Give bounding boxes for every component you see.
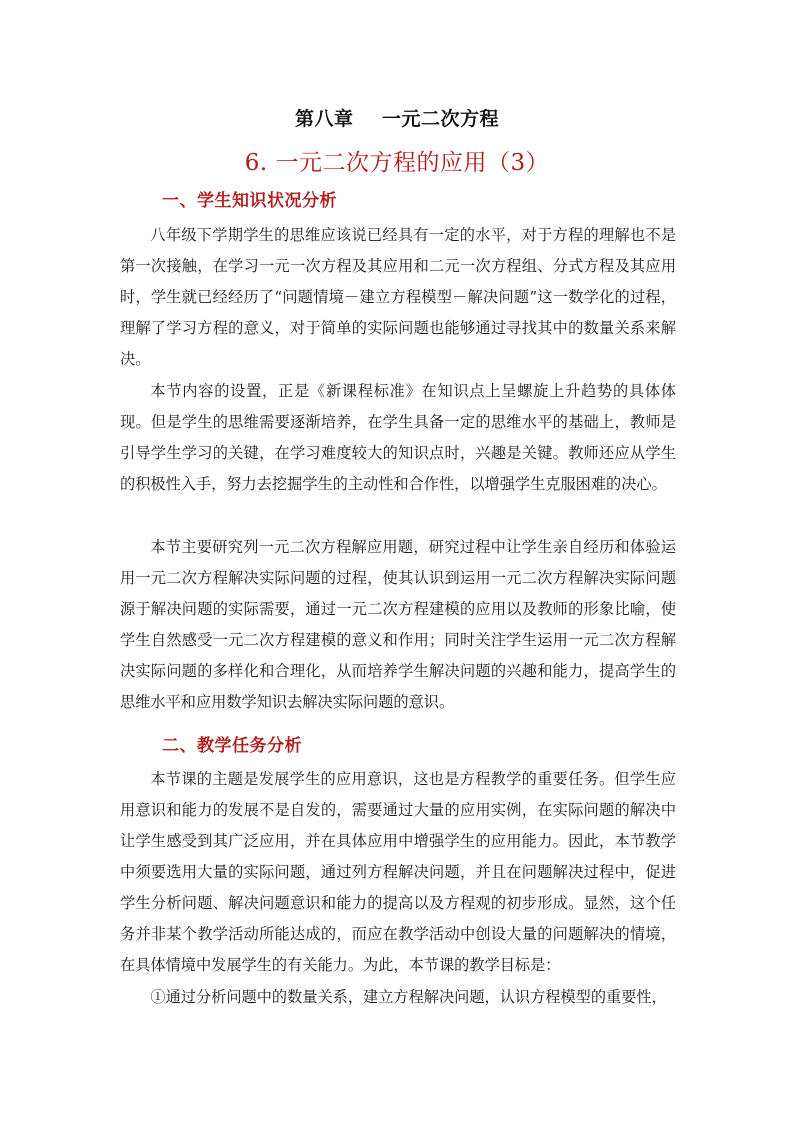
- lesson-title: 6. 一元二次方程的应用（3）: [244, 150, 550, 176]
- paragraph-lesson-theme: 本节课的主题是发展学生的应用意识，这也是方程教学的重要任务。但学生应用意识和能力的发展不是自发的，需要通过大量的应用实例，在实际问题的解决中让学生感受到其广泛应用，并在具体应用中增强学生的应用能力。因此，本节教学中须要选用大量的实际问题，通过列方程解决问题，并且在问题解决过程中，促进学生分析问题、解决问题意识和能力的提高以及方程观的初步形成。显然，这个任务并非某个教学活动所能达成的，而应在教学活动中创设大量的问题解决的情境，在具体情境中发展学生的有关能力。为此，本节课的教学目标是：: [120, 770, 676, 974]
- paragraph-objective-1: ①通过分析问题中的数量关系，建立方程解决问题，认识方程模型的重要性，: [150, 988, 667, 1006]
- paragraph-curriculum-setting: 本节内容的设置，正是《新课程标准》在知识点上呈螺旋上升趋势的具体体现。但是学生的思维需要逐渐培养，在学生具备一定的思维水平的基础上，教师是引导学生学习的关键，在学习难度较大的知识点时，兴趣是关键。教师还应从学生的积极性入手，努力去挖掘学生的主动性和合作性，以增强学生克服困难的决心。: [120, 382, 676, 493]
- paragraph-lesson-research: 本节主要研究列一元二次方程解应用题，研究过程中让学生亲自经历和体验运用一元二次方程解决实际问题的过程，使其认识到运用一元二次方程解决实际问题源于解决问题的实际需要，通过一元二次方程建模的应用以及教师的形象比喻，使学生自然感受一元二次方程建模的意义和作用；同时关注学生运用一元二次方程解决实际问题的多样化和合理化，从而培养学生解决问题的兴趣和能力，提高学生的思维水平和应用数学知识去解决实际问题的意识。: [120, 538, 676, 711]
- paragraph-student-thinking: 八年级下学期学生的思维应该说已经具有一定的水平，对于方程的理解也不是第一次接触，在学习一元一次方程及其应用和二元一次方程组、分式方程及其应用时，学生就已经经历了“问题情境－建立方程模型－解决问题”这一数学化的过程，理解了学习方程的意义，对于简单的实际问题也能够通过寻找其中的数量关系来解决。: [120, 226, 676, 368]
- chapter-title: 第八章 一元二次方程: [295, 108, 499, 130]
- section-heading-teaching-task: 二、教学任务分析: [162, 736, 302, 756]
- section-heading-student-knowledge: 一、学生知识状况分析: [162, 191, 337, 211]
